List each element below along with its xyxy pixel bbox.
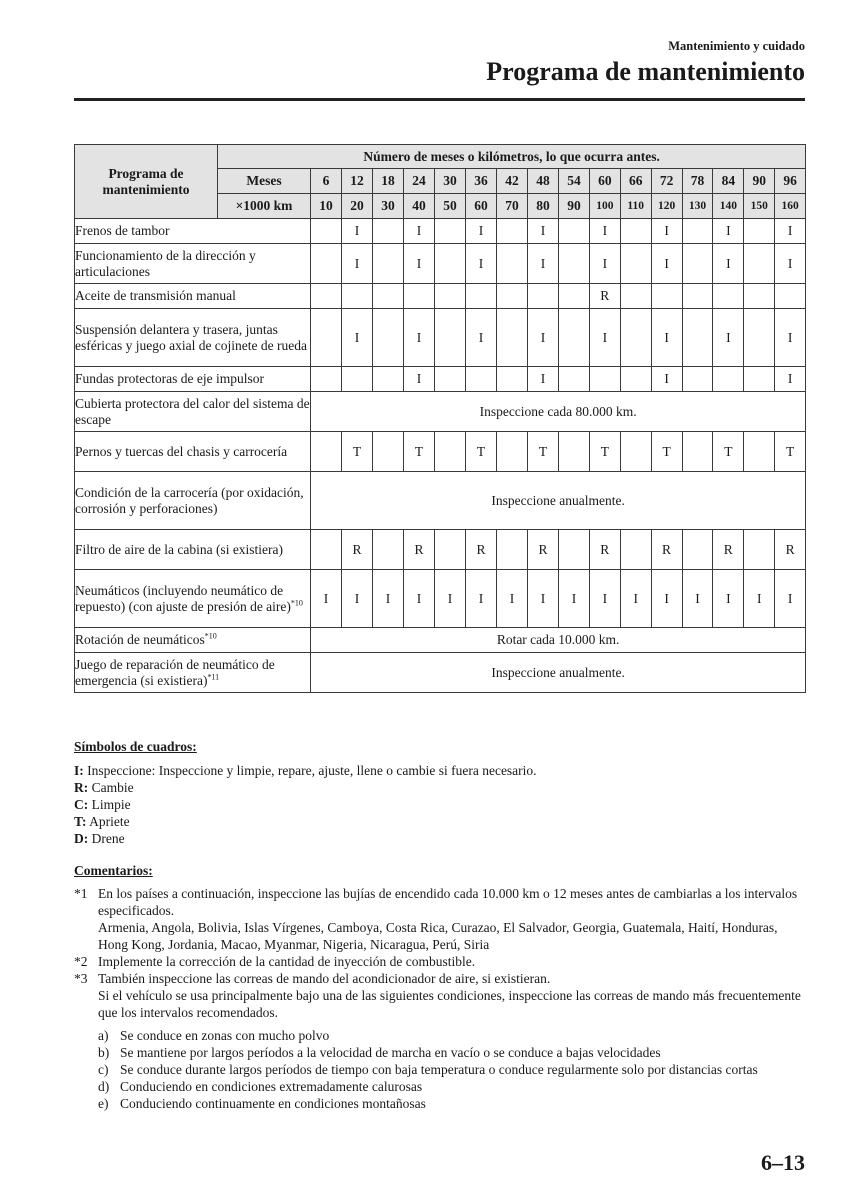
interval-cell: [559, 309, 590, 367]
interval-cell: [466, 367, 497, 392]
item-label: Rotación de neumáticos: [75, 632, 205, 647]
interval-cell: [466, 284, 497, 309]
interval-cell: [373, 309, 404, 367]
legend-text: Inspeccione: Inspeccione y limpie, repare, ajuste, llene o cambie si fuera necesario.: [83, 763, 537, 778]
interval-cell: I: [775, 219, 806, 244]
interval-cell: [744, 367, 775, 392]
interval-cell: [373, 432, 404, 472]
condition-mark: b): [98, 1045, 110, 1060]
maintenance-item: [75, 284, 311, 309]
interval-cell: [497, 244, 528, 284]
legend-symbol: D:: [74, 831, 89, 846]
table-row: [75, 392, 806, 432]
comment-items: [74, 885, 805, 1021]
condition-text: Se conduce durante largos períodos de tiempo con baja temperatura o conduce regularmente solo por distancias cortas: [120, 1062, 758, 1077]
interval-cell: [497, 309, 528, 367]
month-header: 60: [589, 169, 620, 194]
legend-symbol: T:: [74, 814, 87, 829]
interval-cell: [435, 432, 466, 472]
condition-item: [74, 1027, 805, 1044]
interval-cell: [682, 244, 713, 284]
month-header: 36: [466, 169, 497, 194]
interval-cell: I: [466, 219, 497, 244]
interval-cell: [497, 432, 528, 472]
interval-cell: [373, 219, 404, 244]
interval-cell: I: [404, 570, 435, 628]
interval-cell: I: [435, 570, 466, 628]
legend-text: Apriete: [86, 814, 130, 829]
comments-heading: Comentarios:: [74, 863, 153, 878]
interval-cell: I: [466, 244, 497, 284]
table-corner-title: Programa de mantenimiento: [75, 145, 218, 219]
interval-cell: [311, 367, 342, 392]
interval-cell: I: [404, 244, 435, 284]
interval-cell: I: [589, 219, 620, 244]
maintenance-item: [75, 628, 311, 653]
interval-cell: I: [528, 244, 559, 284]
maintenance-table: [74, 144, 806, 693]
month-header: 12: [342, 169, 373, 194]
interval-cell: R: [713, 530, 744, 570]
comment-item: [74, 970, 805, 1021]
comment-mark: *1: [74, 886, 88, 901]
table-row: [75, 309, 806, 367]
interval-note: Rotar cada 10.000 km.: [311, 628, 806, 653]
table-row: [75, 628, 806, 653]
km-header: 160: [775, 194, 806, 219]
interval-cell: [342, 367, 373, 392]
interval-cell: [435, 367, 466, 392]
interval-cell: [373, 244, 404, 284]
comment-text: Si el vehículo se usa principalmente bajo una de las siguientes condiciones, inspeccione las correas de mando más frecuentemente que los intervalos recomendados.: [98, 988, 801, 1020]
interval-cell: I: [713, 570, 744, 628]
km-header: 10: [311, 194, 342, 219]
legend-text: Drene: [88, 831, 125, 846]
condition-item: [74, 1095, 805, 1112]
interval-cell: I: [713, 244, 744, 284]
month-header: 72: [651, 169, 682, 194]
maintenance-item: [75, 392, 311, 432]
comment-text: Armenia, Angola, Bolivia, Islas Vírgenes, Camboya, Costa Rica, Curazao, El Salvador, Georgia, Guatemala, Haití, Honduras, Hong Kong, Jordania, Macao, Myanmar, Nigeria, Nicaragua, Perú, Siria: [98, 920, 778, 952]
km-label: ×1000 km: [218, 194, 311, 219]
km-header: 30: [373, 194, 404, 219]
condition-mark: e): [98, 1096, 109, 1111]
maintenance-item: [75, 472, 311, 530]
month-header: 42: [497, 169, 528, 194]
interval-cell: I: [311, 570, 342, 628]
km-header: 100: [589, 194, 620, 219]
interval-cell: [497, 367, 528, 392]
interval-cell: [373, 284, 404, 309]
interval-cell: [311, 309, 342, 367]
interval-cell: I: [713, 219, 744, 244]
comment-mark: *2: [74, 954, 88, 969]
interval-cell: I: [713, 309, 744, 367]
interval-cell: [373, 367, 404, 392]
interval-cell: [775, 284, 806, 309]
interval-cell: [620, 309, 651, 367]
interval-cell: I: [651, 219, 682, 244]
interval-cell: [311, 284, 342, 309]
interval-cell: [589, 367, 620, 392]
interval-cell: I: [775, 244, 806, 284]
interval-cell: I: [404, 219, 435, 244]
legend-items: [74, 762, 805, 847]
condition-text: Conduciendo en condiciones extremadamente calurosas: [120, 1079, 423, 1094]
km-header: 130: [682, 194, 713, 219]
interval-cell: [373, 530, 404, 570]
table-span-title: Número de meses o kilómetros, lo que ocurra antes.: [218, 145, 806, 169]
interval-cell: [528, 284, 559, 309]
interval-cell: [497, 530, 528, 570]
km-header: 90: [559, 194, 590, 219]
interval-cell: I: [775, 570, 806, 628]
interval-cell: I: [651, 570, 682, 628]
interval-note: Inspeccione anualmente.: [311, 472, 806, 530]
maintenance-item: [75, 367, 311, 392]
interval-cell: T: [404, 432, 435, 472]
interval-cell: [744, 530, 775, 570]
month-header: 90: [744, 169, 775, 194]
interval-cell: I: [775, 309, 806, 367]
legend-item: [74, 830, 805, 847]
comment-item: [74, 953, 805, 970]
condition-item: [74, 1061, 805, 1078]
interval-cell: T: [713, 432, 744, 472]
interval-cell: [559, 530, 590, 570]
condition-text: Se conduce en zonas con mucho polvo: [120, 1028, 330, 1043]
interval-cell: I: [528, 219, 559, 244]
interval-cell: R: [342, 530, 373, 570]
km-header: 120: [651, 194, 682, 219]
interval-cell: [435, 244, 466, 284]
interval-cell: I: [404, 367, 435, 392]
table-row: [75, 284, 806, 309]
interval-cell: [620, 219, 651, 244]
interval-cell: I: [342, 309, 373, 367]
interval-cell: I: [589, 309, 620, 367]
interval-cell: [311, 432, 342, 472]
item-label: Aceite de transmisión manual: [75, 288, 236, 303]
interval-cell: [713, 367, 744, 392]
item-label: Neumáticos (incluyendo neumático de repuesto) (con ajuste de presión de aire): [75, 582, 291, 614]
condition-mark: d): [98, 1079, 110, 1094]
legend-symbol: C:: [74, 797, 89, 812]
page-number: 6–13: [761, 1150, 805, 1175]
interval-cell: [744, 284, 775, 309]
interval-cell: T: [775, 432, 806, 472]
interval-cell: [559, 367, 590, 392]
interval-cell: I: [404, 309, 435, 367]
comment-text: En los países a continuación, inspeccione las bujías de encendido cada 10.000 km o 12 meses antes de cambiarlas a los intervalos especificados.: [98, 886, 798, 918]
interval-cell: I: [589, 570, 620, 628]
interval-cell: [682, 530, 713, 570]
interval-cell: I: [589, 244, 620, 284]
interval-cell: [744, 219, 775, 244]
interval-cell: I: [775, 367, 806, 392]
table-row: [75, 570, 806, 628]
interval-cell: [682, 432, 713, 472]
month-header: 84: [713, 169, 744, 194]
maintenance-item: [75, 570, 311, 628]
month-header: 6: [311, 169, 342, 194]
interval-cell: [620, 244, 651, 284]
interval-cell: T: [651, 432, 682, 472]
interval-cell: [682, 284, 713, 309]
interval-cell: [682, 309, 713, 367]
km-header: 60: [466, 194, 497, 219]
km-header: 40: [404, 194, 435, 219]
page-header: [74, 38, 805, 88]
interval-cell: I: [373, 570, 404, 628]
maintenance-item: [75, 244, 311, 284]
legend-symbol: R:: [74, 780, 89, 795]
interval-cell: I: [744, 570, 775, 628]
month-header: 18: [373, 169, 404, 194]
interval-cell: [559, 244, 590, 284]
interval-cell: [311, 219, 342, 244]
interval-cell: [342, 284, 373, 309]
month-header: 54: [559, 169, 590, 194]
item-label: Funcionamiento de la dirección y articulaciones: [75, 247, 256, 279]
interval-cell: [682, 367, 713, 392]
interval-cell: [620, 367, 651, 392]
km-header: 110: [620, 194, 651, 219]
interval-cell: R: [651, 530, 682, 570]
interval-cell: I: [651, 244, 682, 284]
item-label: Frenos de tambor: [75, 223, 170, 238]
item-label: Fundas protectoras de eje impulsor: [75, 371, 264, 386]
month-header: 78: [682, 169, 713, 194]
header-rule: [74, 98, 805, 101]
km-header: 80: [528, 194, 559, 219]
interval-cell: [651, 284, 682, 309]
month-header: 24: [404, 169, 435, 194]
condition-item: [74, 1044, 805, 1061]
interval-cell: [435, 530, 466, 570]
interval-cell: T: [342, 432, 373, 472]
item-label: Filtro de aire de la cabina (si existiera): [75, 541, 284, 557]
interval-cell: I: [342, 244, 373, 284]
table-row: [75, 367, 806, 392]
interval-note: Inspeccione anualmente.: [311, 653, 806, 693]
interval-cell: [435, 309, 466, 367]
legend-text: Limpie: [88, 797, 131, 812]
comment-text: También inspeccione las correas de mando del acondicionador de aire, si existieran.: [98, 971, 551, 986]
interval-cell: I: [682, 570, 713, 628]
maintenance-item: [75, 530, 311, 570]
footnote-ref: *10: [204, 631, 217, 641]
interval-cell: [620, 284, 651, 309]
footnote-ref: *11: [207, 672, 220, 681]
table-row: [75, 653, 806, 693]
interval-cell: I: [528, 309, 559, 367]
interval-note: Inspeccione cada 80.000 km.: [311, 392, 806, 432]
legend-item: [74, 762, 805, 779]
interval-cell: R: [404, 530, 435, 570]
condition-text: Conduciendo continuamente en condiciones montañosas: [120, 1096, 426, 1111]
table-row: [75, 244, 806, 284]
condition-mark: a): [98, 1028, 109, 1043]
interval-cell: I: [651, 309, 682, 367]
interval-cell: I: [466, 570, 497, 628]
interval-cell: T: [589, 432, 620, 472]
interval-cell: R: [589, 284, 620, 309]
month-header: 96: [775, 169, 806, 194]
section-label: Mantenimiento y cuidado: [668, 39, 805, 53]
table-row: [75, 219, 806, 244]
item-label: Condición de la carrocería (por oxidación, corrosión y perforaciones): [75, 484, 304, 516]
interval-cell: [559, 219, 590, 244]
maintenance-item: [75, 219, 311, 244]
km-header: 70: [497, 194, 528, 219]
item-label: Cubierta protectora del calor del sistema de escape: [75, 395, 310, 427]
condition-mark: c): [98, 1062, 109, 1077]
page-title: Programa de mantenimiento: [486, 57, 805, 86]
interval-cell: [744, 244, 775, 284]
comments-section: [74, 862, 805, 1112]
interval-cell: R: [466, 530, 497, 570]
condition-text: Se mantiene por largos períodos a la velocidad de marcha en vacío o se conduce a bajas velocidades: [120, 1045, 661, 1060]
interval-cell: R: [775, 530, 806, 570]
interval-cell: R: [528, 530, 559, 570]
month-header: 48: [528, 169, 559, 194]
maintenance-item: [75, 653, 311, 693]
table-row: [75, 472, 806, 530]
maintenance-item: [75, 309, 311, 367]
condition-item: [74, 1078, 805, 1095]
legend-item: [74, 813, 805, 830]
interval-cell: R: [589, 530, 620, 570]
footnote-ref: *10: [290, 598, 303, 607]
interval-cell: [311, 530, 342, 570]
interval-cell: [744, 309, 775, 367]
table-row: [75, 530, 806, 570]
interval-cell: [559, 432, 590, 472]
interval-cell: [744, 432, 775, 472]
maintenance-item: [75, 432, 311, 472]
legend-heading: Símbolos de cuadros:: [74, 739, 197, 754]
interval-cell: I: [342, 219, 373, 244]
interval-cell: I: [528, 367, 559, 392]
item-label: Suspensión delantera y trasera, juntas esféricas y juego axial de cojinete de rueda: [75, 321, 308, 353]
interval-cell: I: [528, 570, 559, 628]
table-body: [75, 219, 806, 693]
interval-cell: [713, 284, 744, 309]
table-row: [75, 432, 806, 472]
interval-cell: I: [342, 570, 373, 628]
interval-cell: I: [497, 570, 528, 628]
interval-cell: [620, 432, 651, 472]
comment-item: [74, 885, 805, 953]
interval-cell: [497, 219, 528, 244]
interval-cell: [435, 284, 466, 309]
month-header: 30: [435, 169, 466, 194]
comment-text: Implemente la corrección de la cantidad de inyección de combustible.: [98, 954, 476, 969]
interval-cell: I: [466, 309, 497, 367]
interval-cell: [404, 284, 435, 309]
table-header: [75, 145, 806, 219]
legend-text: Cambie: [88, 780, 134, 795]
km-header: 50: [435, 194, 466, 219]
interval-cell: T: [466, 432, 497, 472]
months-label: Meses: [218, 169, 311, 194]
interval-cell: [497, 284, 528, 309]
interval-cell: [311, 244, 342, 284]
km-header: 20: [342, 194, 373, 219]
legend-item: [74, 779, 805, 796]
km-header: 150: [744, 194, 775, 219]
interval-cell: [682, 219, 713, 244]
interval-cell: I: [559, 570, 590, 628]
interval-cell: [620, 530, 651, 570]
item-label: Pernos y tuercas del chasis y carrocería: [75, 443, 288, 459]
legend-symbol: I:: [74, 763, 84, 778]
month-header: 66: [620, 169, 651, 194]
km-header: 140: [713, 194, 744, 219]
interval-cell: I: [620, 570, 651, 628]
interval-cell: [435, 219, 466, 244]
item-label: Juego de reparación de neumático de emergencia (si existiera): [75, 656, 275, 688]
conditions-list: [74, 1027, 805, 1112]
comment-mark: *3: [74, 971, 88, 986]
interval-cell: [559, 284, 590, 309]
interval-cell: I: [651, 367, 682, 392]
legend-item: [74, 796, 805, 813]
symbols-legend: [74, 738, 805, 847]
interval-cell: T: [528, 432, 559, 472]
